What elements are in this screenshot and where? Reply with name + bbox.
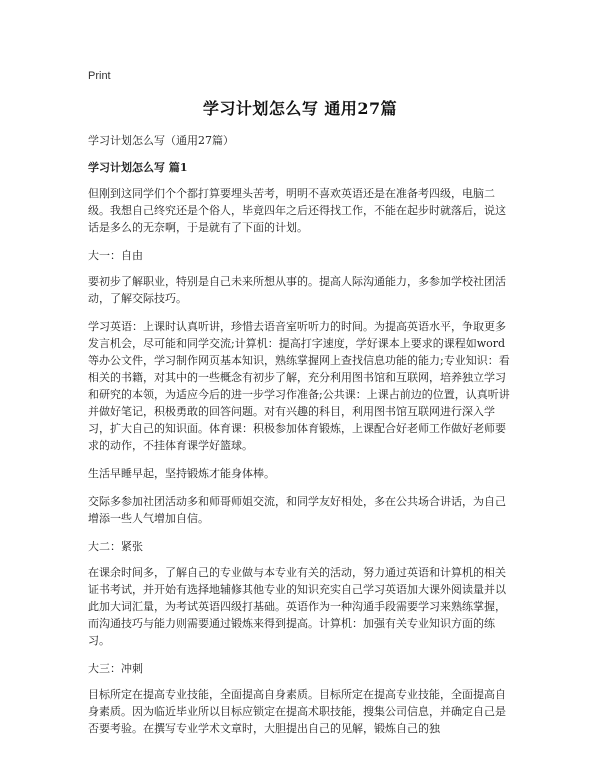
- paragraph: 目标所定在提高专业技能，全面提高自身素质。目标所定在提高专业技能，全面提高自身素质。因为临近毕业所以目标应锁定在提高术职技能，搜集公司信息，并确定自己是否要考验。在撰写专业学术文章时，大胆提出自己的见解，锻炼自己的独: [88, 688, 506, 735]
- print-label: Print: [88, 70, 111, 82]
- paragraph: 生活早睡早起，坚持锻炼才能身体棒。: [88, 467, 275, 480]
- paragraph: 交际多参加社团活动多和师哥师姐交流，和同学友好相处，多在公共场合讲话，为自己增添一些人气增加自信。: [88, 495, 506, 525]
- paragraph: 但刚到这同学们个个都打算要埋头苦考，明明不喜欢英语还是在准备考四级，电脑二级。我想自己终究还是个俗人，毕竟四年之后还得找工作，不能在起步时就落后，说这话是多么的无奈啊，于是就有了下面的计划。: [88, 187, 506, 234]
- section-heading: 学习计划怎么写 篇1: [88, 161, 188, 174]
- stage-heading-year2: 大二：紧张: [88, 540, 143, 553]
- document-body: [88, 132, 512, 748]
- paragraph: 学习英语：上课时认真听讲，珍惜去语音室听听力的时间。为提高英语水平，争取更多发言机会，尽可能和同学交流;计算机：提高打字速度，学好课本上要求的课程如word等办公文件，学习制作网页基本知识，熟练掌握网上查找信息功能的能力;专业知识：看相关的书籍，对其中的一些概念有初步了解，充分利用图书馆和互联网，培养独立学习和研究的本领，为适应今后的进一步学习作准备;公共课：上课占前边的位置，认真听讲并做好笔记，积极勇敢的回答问题。对有兴趣的科目，利用图书馆互联网进行深入学习，扩大自己的知识面。体育课：积极参加体育锻炼，上课配合好老师工作做好老师要求的动作，不挂体育课学好篮球。: [88, 320, 510, 452]
- document-subtitle: 学习计划怎么写（通用27篇）: [88, 134, 234, 147]
- paragraph: 在课余时间多，了解自己的专业做与本专业有关的活动，努力通过英语和计算机的相关证书考试，并开始有选择地辅修其他专业的知识充实自己学习英语加大课外阅读量并以此加大词汇量，为考试英语四级打基础。英语作为一种沟通手段需要学习来熟练掌握，而沟通技巧与能力则需要通过锻炼来得到提高。计算机：加强有关专业知识方面的练习。: [88, 566, 506, 647]
- stage-heading-year3: 大三：冲刺: [88, 662, 143, 675]
- page-title: 学习计划怎么写 通用27篇: [202, 99, 398, 118]
- paragraph: 要初步了解职业，特别是自己未来所想从事的。提高人际沟通能力，多参加学校社团活动，了解交际技巧。: [88, 275, 506, 305]
- stage-heading-year1: 大一：自由: [88, 249, 143, 262]
